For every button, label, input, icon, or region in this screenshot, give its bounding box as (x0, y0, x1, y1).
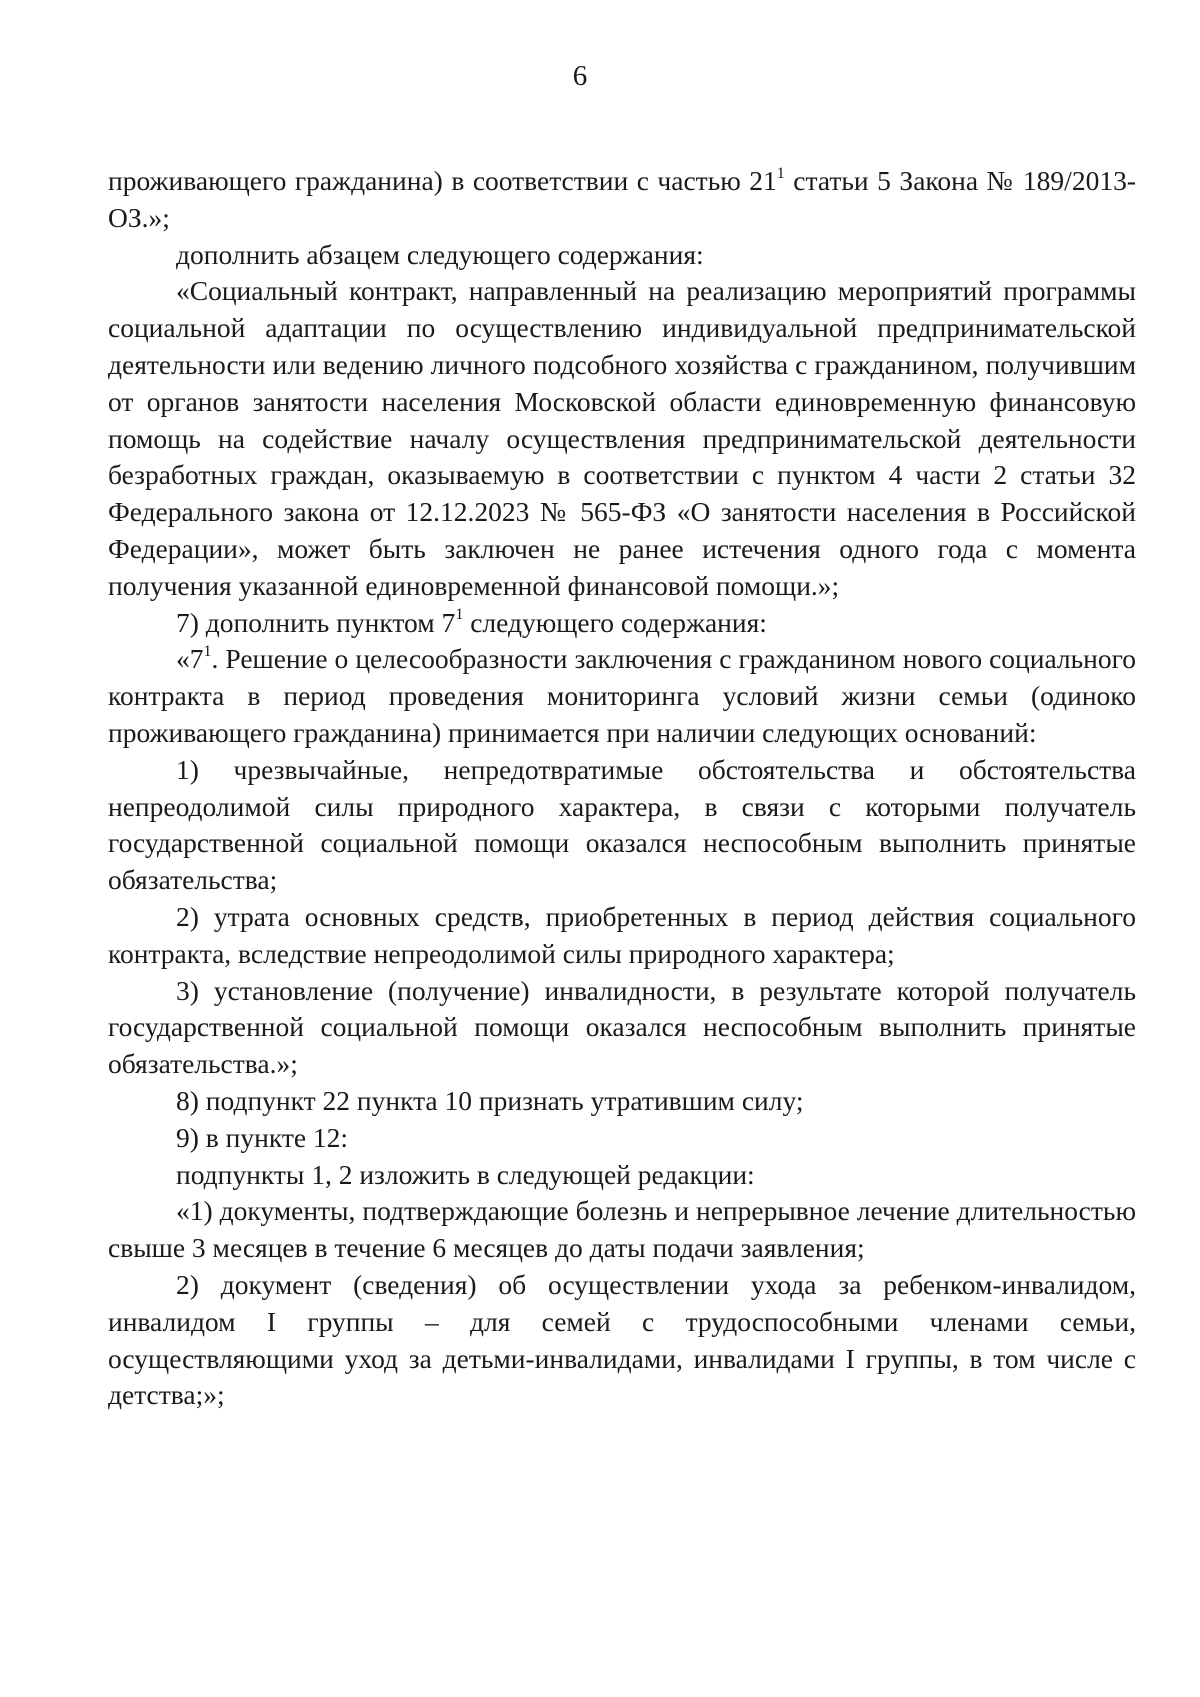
paragraph: 9) в пункте 12: (176, 1121, 349, 1153)
paragraph: подпункты 1, 2 изложить в следующей редакции: (176, 1158, 755, 1190)
document-body (108, 163, 1136, 1414)
paragraph: 8) подпункт 22 пункта 10 признать утратившим силу; (176, 1084, 804, 1116)
paragraph: «Социальный контракт, направленный на реализацию мероприятий программы социальной адаптации по осуществлению индивидуальной предпринимательской деятельности или ведению личного подсобного хозяйства с гражданином, получившим от органов занятости населения Московской области единовременную финансовую помощь на содействие началу осуществления предпринимательской деятельности безработных граждан, оказываемую в соответствии с пунктом 4 части 2 статьи 32 Федерального закона от 12.12.2023 № 565-ФЗ «О занятости населения в Российской Федерации», может быть заключен не ранее истечения одного года с момента получения указанной единовременной финансовой помощи.»; (108, 275, 1136, 601)
paragraph: 1) чрезвычайные, непредотвратимые обстоятельства и обстоятельства непреодолимой силы природного характера, в связи с которыми получатель государственной социальной помощи оказался неспособным выполнить принятые обязательства; (108, 753, 1136, 896)
superscript-one: 1 (776, 164, 785, 182)
superscript-one: 1 (455, 606, 464, 624)
paragraph: дополнить абзацем следующего содержания: (176, 238, 704, 270)
superscript-one: 1 (203, 643, 212, 661)
paragraph: «$7^1$. Решение о целесообразности заключения с гражданином нового социального контракта в период проведения мониторинга условий жизни семьи (одиноко проживающего гражданина) принимается при наличии следующих оснований: (108, 643, 1136, 748)
paragraph: проживающего гражданина) в соответствии с частью $21^1$ статьи 5 Закона № 189/2013-ОЗ.»; (108, 164, 1136, 233)
paragraph: 2) документ (сведения) об осуществлении ухода за ребенком-инвалидом, инвалидом I группы – для семей с трудоспособными членами семьи, осуществляющими уход за детьми-инвалидами, инвалидами I группы, в том числе с детства;»; (108, 1268, 1136, 1411)
page-number: 6 (572, 60, 588, 92)
paragraph: «1) документы, подтверждающие болезнь и непрерывное лечение длительностью свыше 3 месяцев в течение 6 месяцев до даты подачи заявления; (108, 1195, 1136, 1264)
paragraph: 2) утрата основных средств, приобретенных в период действия социального контракта, вследствие непреодолимой силы природного характера; (108, 900, 1136, 969)
paragraph: 3) установление (получение) инвалидности, в результате которой получатель государственной социальной помощи оказался неспособным выполнить принятые обязательства.»; (108, 974, 1136, 1080)
paragraph: 7) дополнить пунктом $7^1$ следующего содержания: (176, 606, 767, 638)
